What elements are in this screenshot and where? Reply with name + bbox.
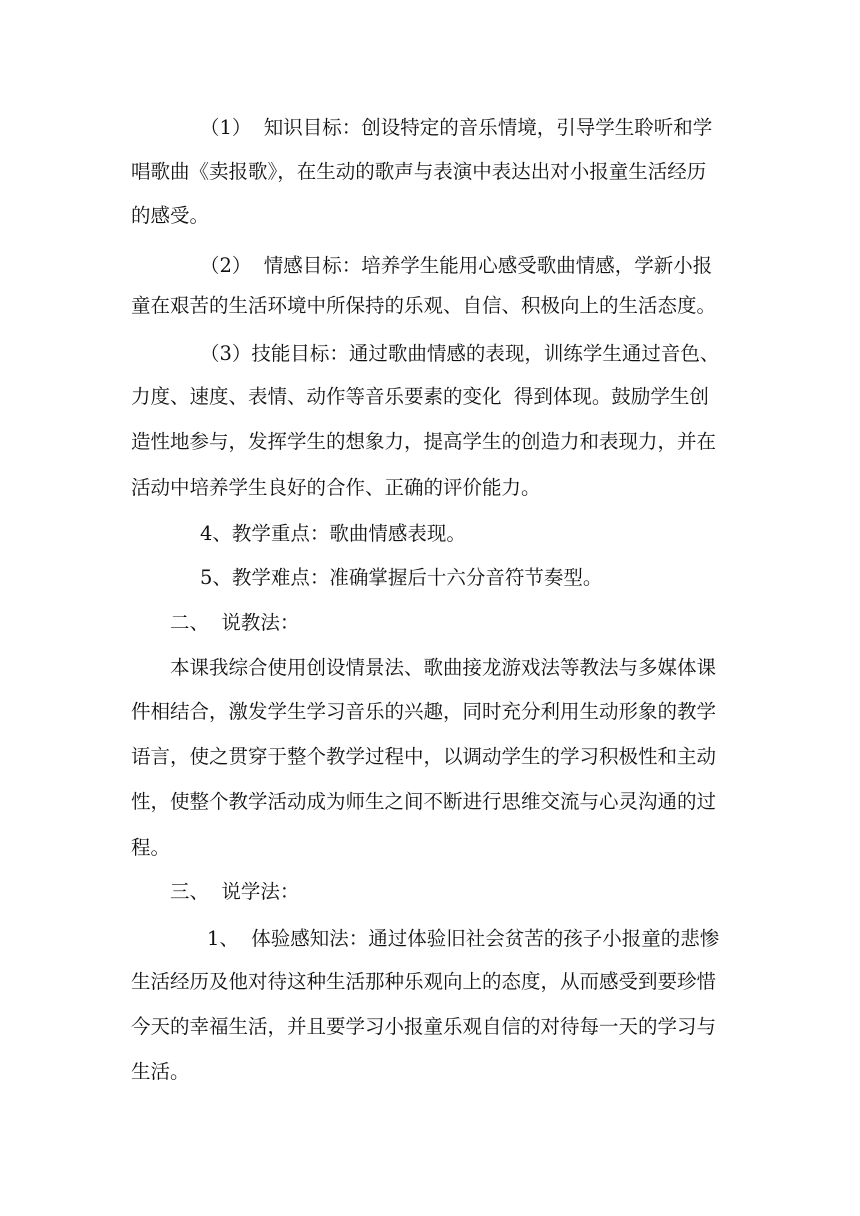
teaching-difficulty: 5、教学难点：准确掌握后十六分音符节奏型。 (200, 566, 603, 589)
learning-method-line-2: 生活经历及他对待这种生活那种乐观向上的态度，从而感受到要珍惜 (131, 970, 717, 993)
objective-skill-line-3: 造性地参与，发挥学生的想象力，提高学生的创造力和表现力，并在 (131, 430, 717, 453)
objective-knowledge-line-1: （1） 知识目标：创设特定的音乐情境，引导学生聆听和学 (200, 116, 713, 139)
teaching-method-line-3: 语言，使之贯穿于整个教学过程中，以调动学生的学习积极性和主动 (131, 745, 717, 768)
teaching-method-line-5: 程。 (131, 836, 171, 859)
teaching-method-line-2: 件相结合，激发学生学习音乐的兴趣，同时充分利用生动形象的教学 (131, 700, 717, 723)
objective-emotion-line-1: （2） 情感目标：培养学生能用心感受歌曲情感，学新小报 (200, 254, 713, 277)
objective-knowledge-line-3: 的感受。 (131, 204, 210, 227)
learning-method-line-4: 生活。 (131, 1060, 190, 1083)
teaching-method-line-1: 本课我综合使用创设情景法、歌曲接龙游戏法等教法与多媒体课 (170, 656, 717, 679)
objective-skill-line-2: 力度、速度、表情、动作等音乐要素的变化 得到体现。鼓励学生创 (131, 385, 709, 408)
objective-emotion-line-2: 童在艰苦的生活环境中所保持的乐观、自信、积极向上的生活态度。 (131, 294, 717, 317)
objective-knowledge-line-2: 唱歌曲《卖报歌》，在生动的歌声与表演中表达出对小报童生活经历 (131, 160, 707, 183)
objective-skill-line-4: 活动中培养学生良好的合作、正确的评价能力。 (131, 476, 541, 499)
learning-method-line-3: 今天的幸福生活，并且要学习小报童乐观自信的对待每一天的学习与 (131, 1015, 717, 1038)
section-heading-learning-method: 三、 说学法： (170, 880, 300, 903)
section-heading-teaching-method: 二、 说教法： (170, 611, 300, 634)
learning-method-line-1: 1、 体验感知法：通过体验旧社会贫苦的孩子小报童的悲惨 (207, 927, 720, 950)
teaching-key-point: 4、教学重点：歌曲情感表现。 (200, 522, 466, 545)
teaching-method-line-4: 性，使整个教学活动成为师生之间不断进行思维交流与心灵沟通的过 (131, 790, 717, 813)
objective-skill-line-1: （3）技能目标：通过歌曲情感的表现，训练学生通过音色、 (200, 342, 720, 365)
